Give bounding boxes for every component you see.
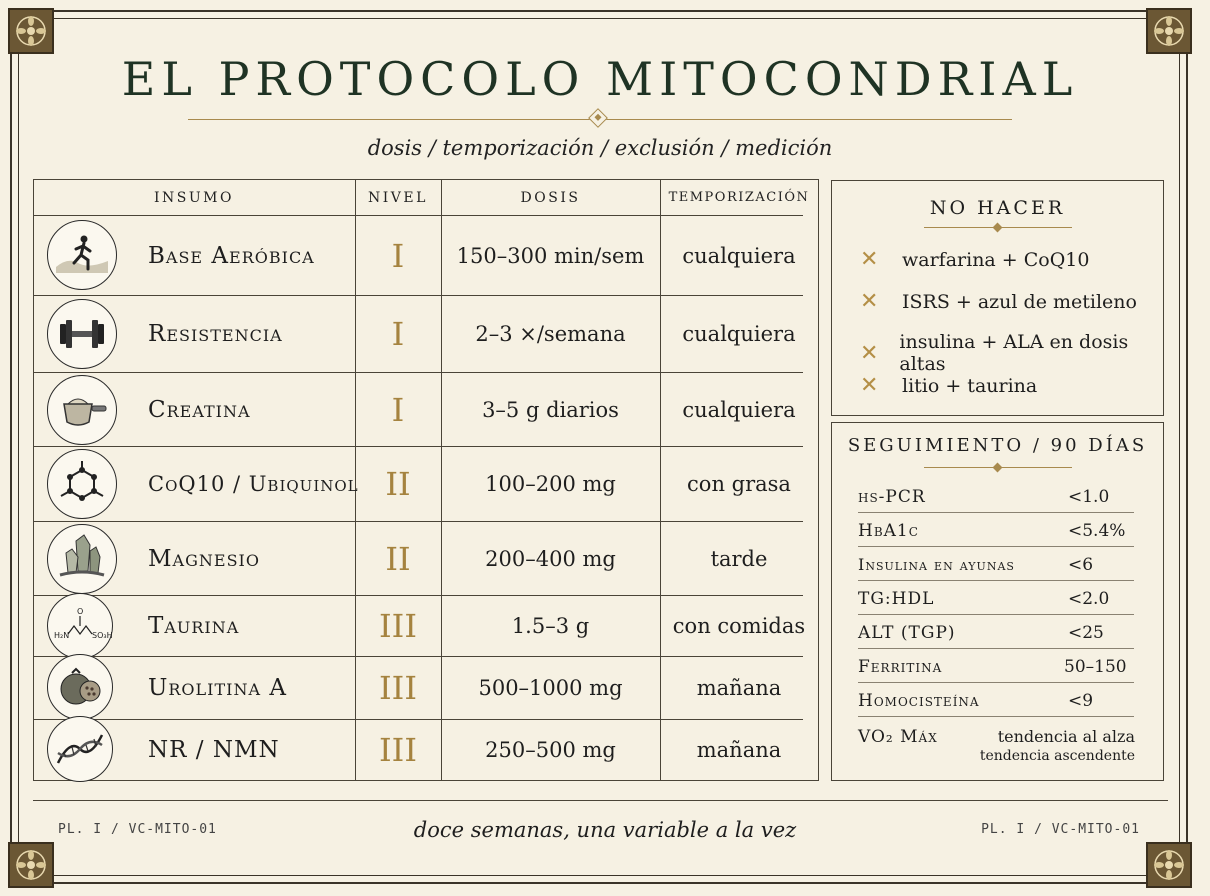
table-row bbox=[33, 720, 803, 780]
avoid-item bbox=[860, 331, 1163, 375]
level-value: I bbox=[391, 390, 405, 429]
dose-value: 3–5 g diarios bbox=[482, 397, 619, 422]
insumo-name: Magnesio bbox=[148, 545, 260, 572]
rosette-ornament-icon bbox=[8, 842, 54, 888]
marker-name: Ferritina bbox=[858, 657, 943, 677]
insumo-name: Taurina bbox=[148, 613, 240, 639]
avoid-title: NO HACER bbox=[929, 197, 1066, 219]
level-value: III bbox=[379, 607, 417, 645]
marker-target: <5.4% bbox=[1068, 521, 1126, 541]
level-value: I bbox=[391, 236, 405, 275]
marker-name: Homocisteína bbox=[858, 691, 980, 711]
marker-target: <2.0 bbox=[1068, 589, 1110, 609]
dose-value: 150–300 min/sem bbox=[456, 243, 645, 268]
tracking-panel bbox=[831, 422, 1164, 781]
vo2-trend-alt: tendencia ascendente bbox=[979, 748, 1135, 764]
insumo-name: Urolitina A bbox=[148, 675, 287, 701]
marker-name: HbA1c bbox=[858, 521, 919, 541]
marker-name: Insulina en ayunas bbox=[858, 555, 1015, 574]
cross-icon: ✕ bbox=[860, 289, 879, 314]
page-title: EL PROTOCOLO MITOCONDRIAL bbox=[121, 52, 1079, 106]
svg-text:H₂N: H₂N bbox=[54, 631, 70, 640]
table-row bbox=[33, 447, 803, 521]
table-row bbox=[33, 596, 806, 656]
timing-value: cualquiera bbox=[682, 397, 796, 422]
table-row bbox=[33, 216, 803, 295]
rosette-ornament-icon bbox=[8, 8, 54, 54]
avoid-item bbox=[860, 373, 1037, 398]
timing-value: cualquiera bbox=[682, 243, 796, 268]
avoid-item-text: warfarina + CoQ10 bbox=[902, 248, 1090, 271]
diamond-ornament-icon bbox=[993, 463, 1003, 473]
tracking-row bbox=[858, 581, 1134, 615]
timing-value: tarde bbox=[710, 546, 768, 571]
table-row bbox=[33, 657, 803, 719]
level-value: I bbox=[391, 315, 405, 353]
timing-value: cualquiera bbox=[682, 322, 796, 346]
avoid-item-text: ISRS + azul de metileno bbox=[902, 290, 1137, 313]
taurine-structure-icon bbox=[47, 593, 113, 659]
tracking-row bbox=[858, 479, 1134, 513]
molecule-ring-icon bbox=[47, 449, 117, 519]
table-bottom-border bbox=[33, 780, 818, 781]
tracking-row bbox=[858, 547, 1134, 581]
level-value: II bbox=[385, 539, 411, 578]
insumo-name: Base Aeróbica bbox=[148, 242, 315, 269]
runner-icon bbox=[47, 220, 117, 290]
dose-value: 500–1000 mg bbox=[478, 676, 623, 700]
page-subtitle: dosis / temporización / exclusión / medición bbox=[367, 136, 833, 160]
svg-text:SO₃H: SO₃H bbox=[92, 631, 113, 640]
table-row bbox=[33, 522, 803, 595]
footer-tagline: doce semanas, una variable a la vez bbox=[413, 818, 797, 842]
diamond-ornament-icon bbox=[993, 223, 1003, 233]
marker-target: <6 bbox=[1068, 555, 1094, 575]
dumbbell-icon bbox=[47, 299, 117, 369]
marker-name: ALT (TGP) bbox=[858, 623, 956, 643]
crystal-icon bbox=[47, 524, 117, 594]
insumo-name: NR / NMN bbox=[148, 737, 280, 763]
footer-rule bbox=[33, 800, 1168, 801]
header-dosis: DOSIS bbox=[520, 190, 581, 206]
marker-name: hs-PCR bbox=[858, 487, 926, 507]
tracking-row bbox=[858, 683, 1134, 717]
scoop-icon bbox=[47, 375, 117, 445]
timing-value: con comidas bbox=[672, 614, 806, 638]
tracking-row bbox=[858, 649, 1134, 683]
tracking-row bbox=[858, 513, 1134, 547]
dose-value: 250–500 mg bbox=[485, 738, 616, 762]
marker-name: TG:HDL bbox=[858, 589, 935, 609]
avoid-panel bbox=[831, 180, 1164, 416]
pomegranate-icon bbox=[47, 654, 113, 720]
cross-icon: ✕ bbox=[860, 247, 879, 272]
vo2-label: VO₂ Máx bbox=[858, 727, 938, 747]
level-value: II bbox=[385, 465, 411, 503]
insumo-name: CoQ10 / Ubiquinol bbox=[148, 472, 359, 496]
table-row bbox=[33, 296, 803, 372]
footer-plate-ref-right: PL. I / VC-MITO-01 bbox=[981, 822, 1140, 837]
footer-plate-ref: PL. I / VC-MITO-01 bbox=[58, 822, 217, 837]
table-right-border bbox=[818, 179, 819, 781]
marker-target: 50–150 bbox=[1064, 657, 1127, 677]
avoid-item-text: litio + taurina bbox=[902, 374, 1038, 397]
tracking-row bbox=[858, 615, 1134, 649]
marker-target: <25 bbox=[1068, 623, 1104, 643]
dose-value: 2–3 ×/semana bbox=[475, 322, 626, 346]
dose-value: 100–200 mg bbox=[485, 472, 616, 496]
avoid-item-text: insulina + ALA en dosis altas bbox=[899, 331, 1129, 375]
cross-icon: ✕ bbox=[860, 373, 879, 398]
marker-target: <1.0 bbox=[1068, 487, 1110, 507]
insumo-name: Resistencia bbox=[148, 321, 283, 347]
dose-value: 200–400 mg bbox=[485, 546, 616, 571]
table-row bbox=[33, 373, 803, 446]
timing-value: mañana bbox=[696, 738, 782, 762]
rosette-ornament-icon bbox=[1146, 8, 1192, 54]
header-temporizacion: TEMPORIZACIÓN bbox=[668, 190, 810, 205]
rosette-ornament-icon bbox=[1146, 842, 1192, 888]
header-nivel: NIVEL bbox=[368, 190, 428, 206]
timing-value: mañana bbox=[696, 676, 782, 700]
tracking-title: SEGUIMIENTO / 90 DÍAS bbox=[847, 435, 1148, 456]
header-insumo: INSUMO bbox=[154, 190, 234, 206]
avoid-item bbox=[860, 247, 1090, 272]
timing-value: con grasa bbox=[687, 472, 791, 496]
marker-target: <9 bbox=[1068, 691, 1094, 711]
vo2-trend: tendencia al alza bbox=[997, 727, 1135, 746]
dose-value: 1.5–3 g bbox=[511, 614, 590, 638]
insumo-name: Creatina bbox=[148, 396, 251, 423]
svg-text:O: O bbox=[77, 607, 84, 616]
level-value: III bbox=[379, 669, 417, 707]
cross-icon: ✕ bbox=[860, 340, 879, 366]
level-value: III bbox=[379, 731, 417, 769]
avoid-item bbox=[860, 289, 1137, 314]
dna-helix-icon bbox=[47, 716, 113, 782]
